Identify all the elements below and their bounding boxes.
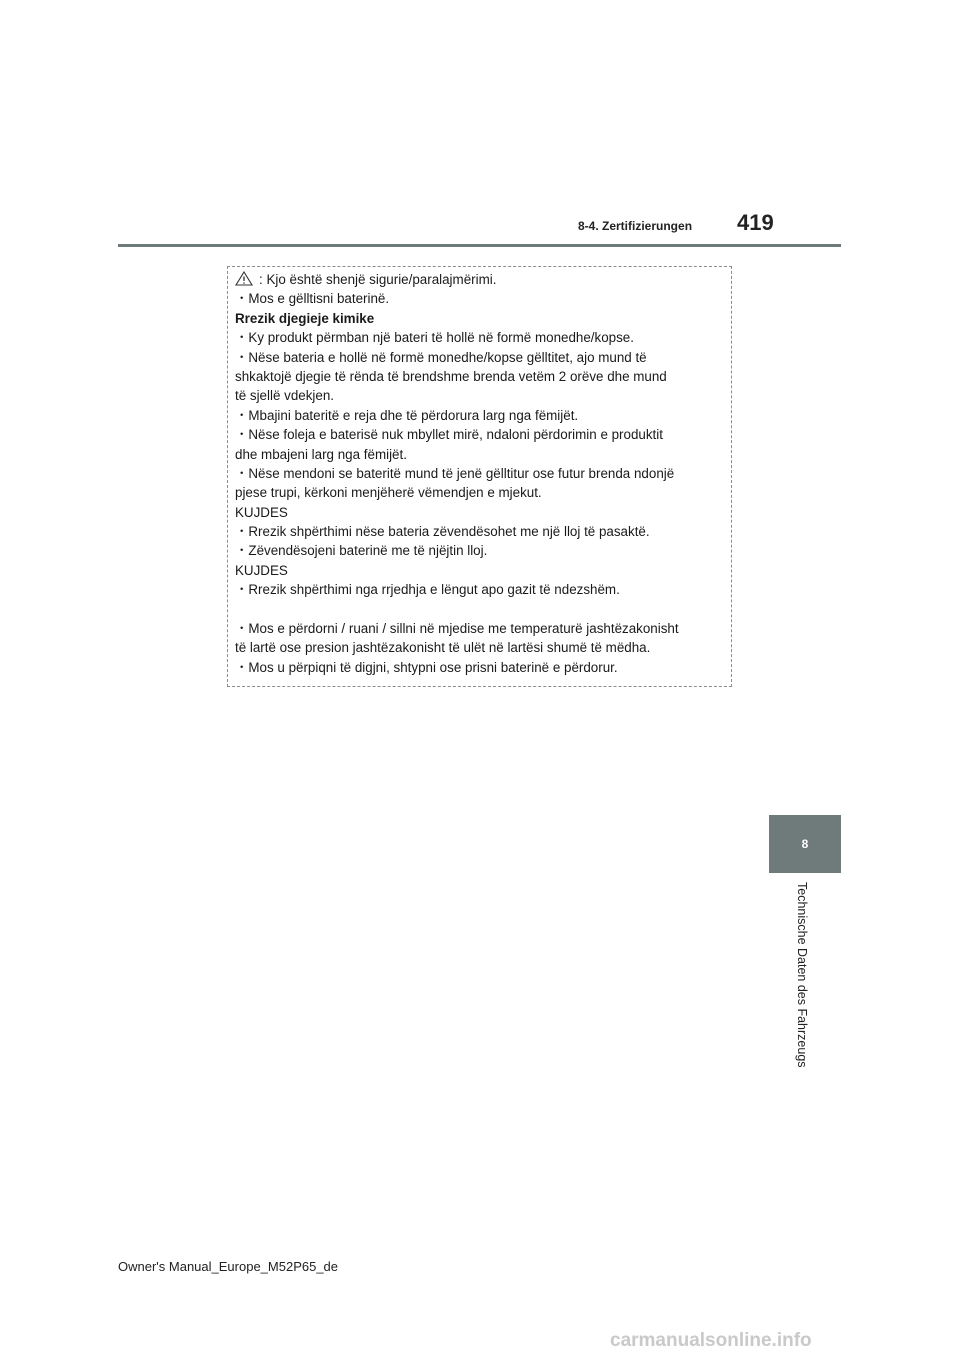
notice-line xyxy=(235,445,725,464)
notice-line xyxy=(235,503,725,522)
notice-line xyxy=(235,600,725,619)
chapter-title-text: Technische Daten des Fahrzeugs xyxy=(795,882,809,1068)
notice-line xyxy=(235,464,725,483)
notice-line xyxy=(235,348,725,367)
notice-line xyxy=(235,425,725,444)
chapter-tab xyxy=(769,815,841,873)
notice-line xyxy=(235,561,725,580)
notice-line xyxy=(235,367,725,386)
notice-line-text: ・Mos u përpiqni të digjni, shtypni ose prisni baterinë e përdorur. xyxy=(235,659,618,675)
notice-line-text: ・Mbajini bateritë e reja dhe të përdorura larg nga fëmijët. xyxy=(235,407,579,423)
chapter-title xyxy=(795,882,815,1092)
notice-line-text: të lartë ose presion jashtëzakonisht të ulët në lartësi shumë të mëdha. xyxy=(235,640,651,656)
notice-line xyxy=(235,580,725,599)
warning-triangle-icon xyxy=(235,271,253,286)
notice-line xyxy=(235,406,725,425)
notice-line-text: ・Mos e përdorni / ruani / sillni në mjedise me temperaturë jashtëzakonisht xyxy=(235,621,679,637)
notice-line-text: ・Nëse bateria e hollë në formë monedhe/kopse gëlltitet, ajo mund të xyxy=(235,349,647,365)
notice-line xyxy=(235,328,725,347)
notice-line-text: dhe mbajeni larg nga fëmijët. xyxy=(235,446,407,462)
notice-line-text: të sjellë vdekjen. xyxy=(235,388,334,404)
notice-line-text: ・Rrezik shpërthimi nga rrjedhja e lëngut apo gazit të ndezshëm. xyxy=(235,582,620,598)
notice-line-text: pjese trupi, kërkoni menjëherë vëmendjen e mjekut. xyxy=(235,485,542,501)
notice-line xyxy=(235,483,725,502)
section-title: 8-4. Zertifizierungen xyxy=(578,219,693,233)
notice-line-text: ・Nëse mendoni se bateritë mund të jenë gëlltitur ose futur brenda ndonjë xyxy=(235,465,675,481)
notice-line-text: : Kjo është shenjë sigurie/paralajmërimi. xyxy=(259,272,497,287)
footer-manual-id: Owner's Manual_Europe_M52P65_de xyxy=(118,1259,339,1274)
notice-line-text: ・Zëvendësojeni baterinë me të njëjtin lloj. xyxy=(235,543,488,559)
notice-line-text: ・Rrezik shpërthimi nëse bateria zëvendësohet me një lloj të pasaktë. xyxy=(235,524,650,540)
notice-line xyxy=(235,386,725,405)
notice-line xyxy=(235,638,725,657)
notice-line-text: ・Ky produkt përmban një bateri të hollë në formë monedhe/kopse. xyxy=(235,330,634,346)
notice-line-text: Rrezik djegieje kimike xyxy=(235,310,375,326)
watermark: carmanualsonline.info xyxy=(610,1330,812,1351)
page-number: 419 xyxy=(737,210,774,235)
notice-line xyxy=(235,522,725,541)
notice-text xyxy=(235,270,725,677)
notice-line xyxy=(235,270,725,289)
notice-line-text: ・Mos e gëlltisni baterinë. xyxy=(235,291,390,307)
notice-line-text: KUJDES xyxy=(235,562,288,578)
header-rule xyxy=(118,244,841,247)
chapter-number: 8 xyxy=(801,837,809,851)
notice-line xyxy=(235,619,725,638)
notice-line xyxy=(235,541,725,560)
notice-line xyxy=(235,289,725,308)
notice-line-text: shkaktojë djegie të rënda të brendshme brenda vetëm 2 orëve dhe mund xyxy=(235,368,667,384)
notice-line xyxy=(235,309,725,328)
notice-line-text: KUJDES xyxy=(235,504,288,520)
notice-line-text: ・Nëse foleja e baterisë nuk mbyllet mirë, ndaloni përdorimin e produktit xyxy=(235,427,663,443)
notice-line xyxy=(235,658,725,677)
